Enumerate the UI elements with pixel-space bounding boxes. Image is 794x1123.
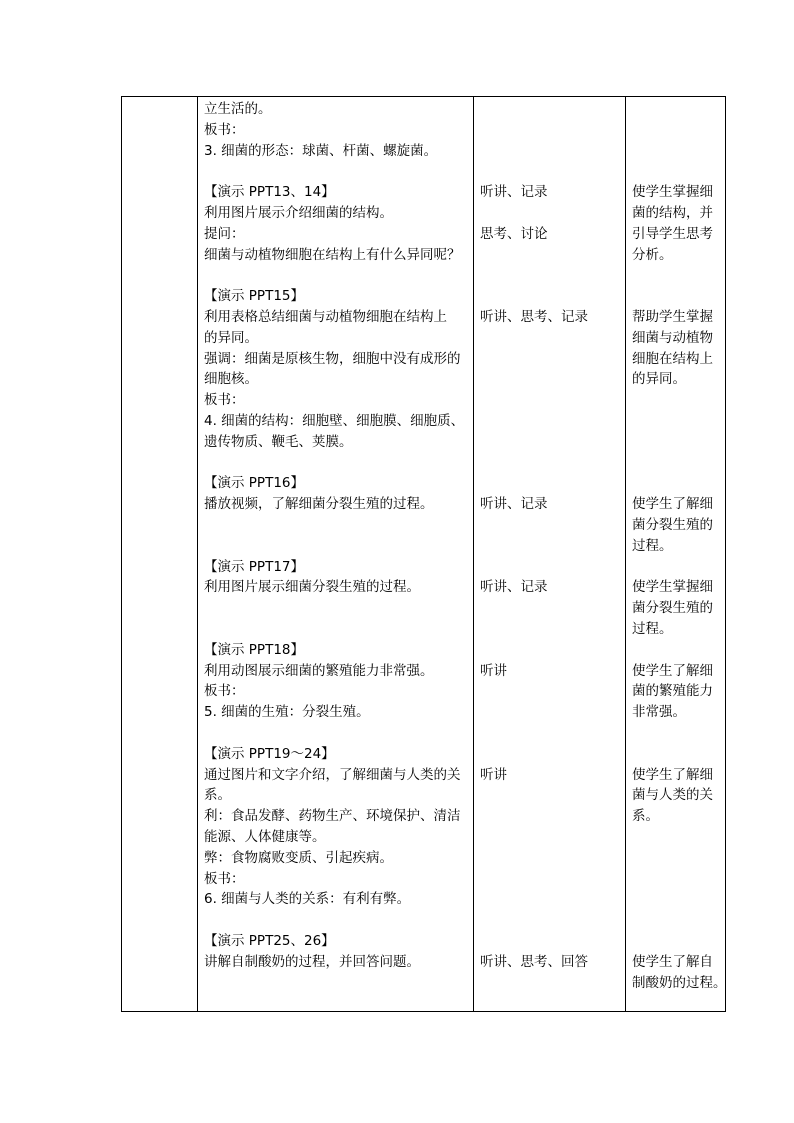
content-line: 细菌与动植物细胞在结构上有什么异同呢？ xyxy=(204,246,461,263)
intent-line: 过程。 xyxy=(632,537,673,554)
content-line: 遗传物质、鞭毛、荚膜。 xyxy=(204,433,353,450)
content-line: 【演示 PPT25、26】 xyxy=(204,933,335,949)
content-line: 板书： xyxy=(204,683,245,700)
intent-line: 制酸奶的过程。 xyxy=(632,974,727,991)
intent-line: 菌分裂生殖的 xyxy=(632,517,713,533)
content-line: 讲解自制酸奶的过程，并回答问题。 xyxy=(204,953,420,970)
content-line: 系。 xyxy=(204,787,231,804)
content-line: 5. 细菌的生殖：分裂生殖。 xyxy=(204,704,370,721)
lesson-plan-table xyxy=(121,96,726,1012)
content-line: 【演示 PPT19～24】 xyxy=(204,745,335,762)
intent-line: 引导学生思考 xyxy=(632,225,713,242)
content-line: 提问： xyxy=(204,225,245,242)
intent-line: 系。 xyxy=(632,808,659,825)
column-divider xyxy=(625,97,626,1011)
content-line: 弊：食物腐败变质、引起疾病。 xyxy=(204,849,393,866)
content-line: 利用表格总结细菌与动植物细胞在结构上 xyxy=(204,309,447,325)
activity-line: 听讲、思考、记录 xyxy=(480,309,588,325)
activity-line: 思考、讨论 xyxy=(480,225,548,242)
content-line: 【演示 PPT15】 xyxy=(204,288,304,305)
content-line: 能源、人体健康等。 xyxy=(204,829,326,845)
activity-line: 听讲、记录 xyxy=(480,496,548,513)
intent-line: 非常强。 xyxy=(632,704,686,721)
content-line: 板书： xyxy=(204,392,245,409)
content-line: 【演示 PPT18】 xyxy=(204,641,304,658)
intent-line: 使学生了解自 xyxy=(632,953,713,970)
intent-line: 帮助学生掌握 xyxy=(632,309,713,325)
intent-line: 使学生了解细 xyxy=(632,496,713,513)
content-line: 板书： xyxy=(204,121,245,138)
intent-line: 菌的繁殖能力 xyxy=(632,683,713,700)
intent-line: 分析。 xyxy=(632,246,673,263)
content-line: 【演示 PPT17】 xyxy=(204,558,304,575)
content-line: 利用图片展示细菌分裂生殖的过程。 xyxy=(204,579,420,596)
intent-line: 过程。 xyxy=(632,621,673,637)
intent-line: 细胞在结构上 xyxy=(632,350,713,367)
activity-line: 听讲、记录 xyxy=(480,579,548,596)
content-line: 强调：细菌是原核生物，细胞中没有成形的 xyxy=(204,350,461,367)
content-line: 播放视频，了解细菌分裂生殖的过程。 xyxy=(204,496,434,513)
intent-line: 菌分裂生殖的 xyxy=(632,600,713,617)
content-line: 4. 细菌的结构：细胞壁、细胞膜、细胞质、 xyxy=(204,413,465,429)
content-line: 立生活的。 xyxy=(204,101,272,117)
activity-line: 听讲 xyxy=(480,662,507,679)
content-line: 6. 细菌与人类的关系：有利有弊。 xyxy=(204,891,411,908)
activity-line: 听讲、思考、回答 xyxy=(480,953,588,970)
content-line: 3. 细菌的形态：球菌、杆菌、螺旋菌。 xyxy=(204,142,438,159)
intent-line: 菌的结构，并 xyxy=(632,205,713,221)
content-line: 板书： xyxy=(204,870,245,887)
column-divider xyxy=(473,97,474,1011)
activity-line: 听讲、记录 xyxy=(480,184,548,201)
intent-line: 的异同。 xyxy=(632,371,686,388)
intent-line: 使学生掌握细 xyxy=(632,184,713,201)
intent-line: 使学生了解细 xyxy=(632,766,713,783)
content-line: 细胞核。 xyxy=(204,371,258,388)
content-line: 【演示 PPT13、14】 xyxy=(204,184,335,201)
intent-line: 菌与人类的关 xyxy=(632,787,713,804)
content-line: 的异同。 xyxy=(204,329,258,346)
activity-line: 听讲 xyxy=(480,766,507,783)
content-line: 利：食品发酵、药物生产、环境保护、清洁 xyxy=(204,808,461,825)
intent-line: 细菌与动植物 xyxy=(632,329,713,346)
content-line: 【演示 PPT16】 xyxy=(204,475,304,492)
content-line: 利用动图展示细菌的繁殖能力非常强。 xyxy=(204,662,434,679)
content-line: 利用图片展示介绍细菌的结构。 xyxy=(204,205,393,221)
intent-line: 使学生了解细 xyxy=(632,662,713,679)
content-line: 通过图片和文字介绍，了解细菌与人类的关 xyxy=(204,766,461,783)
intent-line: 使学生掌握细 xyxy=(632,579,713,596)
column-divider xyxy=(197,97,198,1011)
